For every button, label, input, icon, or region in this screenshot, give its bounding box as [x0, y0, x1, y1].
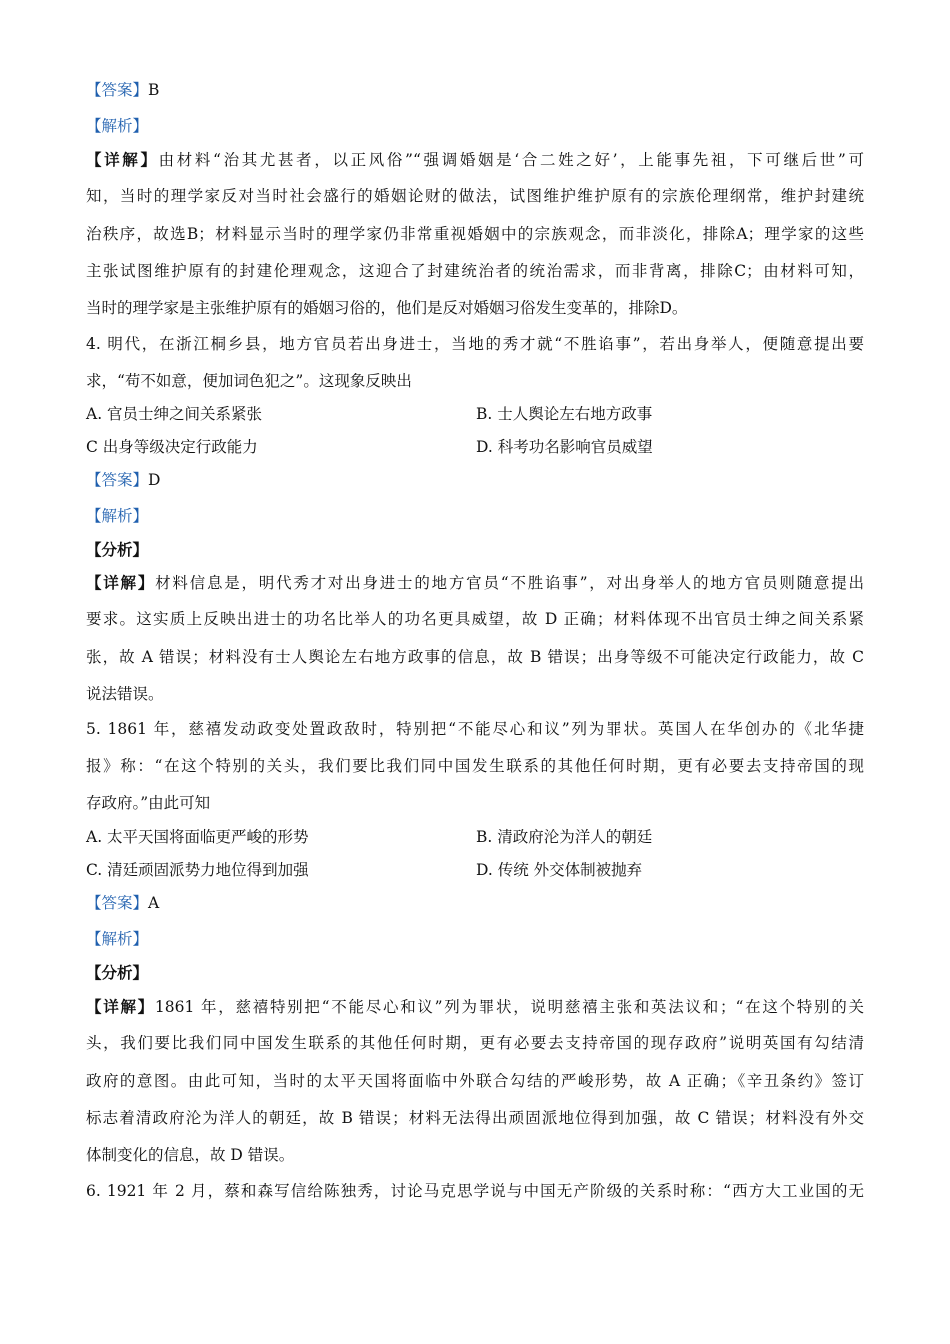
- q3-answer-line: [86, 79, 864, 101]
- detail-tag: 【详解】: [86, 997, 155, 1016]
- q4-analysis-line: [86, 505, 864, 527]
- q4-option-d: D. 科考功名影响官员威望: [476, 438, 653, 456]
- q3-detail-line-4: 主张试图维护原有的封建伦理观念，这迎合了封建统治者的统治需求，而非背离，排除C；由材料可知，: [86, 262, 864, 280]
- q3-detail-line-3: 治秩序，故选B；材料显示当时的理学家仍非常重视婚姻中的宗族观念，而非淡化，排除A；理学家的这些: [86, 225, 864, 243]
- detail-text: 由材料“治其尤甚者，以正风俗”“强调婚姻是‘合二姓之好’，上能事先祖，下可继后世”可: [158, 151, 864, 169]
- q5-option-c: C. 清廷顽固派势力地位得到加强: [86, 861, 309, 879]
- analysis-tag: 【解析】: [86, 117, 149, 135]
- detail-text: 1861 年，慈禧特别把“不能尽心和议”列为罪状，说明慈禧主张和英法议和；“在这个特别的关: [154, 998, 864, 1016]
- q5-detail-line-4: 标志着清政府沦为洋人的朝廷，故 B 错误；材料无法得出顽固派地位得到加强，故 C 错误；材料没有外交: [86, 1109, 864, 1127]
- detail-text: 材料信息是，明代秀才对出身进士的地方官员“不胜谄事”，对出身举人的地方官员则随意提出: [155, 574, 864, 592]
- detail-tag: 【详解】: [86, 150, 159, 169]
- q3-detail-line-2: 知，当时的理学家反对当时社会盛行的婚姻论财的做法，试图维护维护原有的宗族伦理纲常，维护封建统: [86, 187, 864, 205]
- answer-value: B: [148, 81, 160, 99]
- q3-analysis-line: [86, 115, 864, 137]
- q4-detail-line-1: [86, 572, 864, 594]
- q5-option-a: A. 太平天国将面临更严峻的形势: [86, 828, 309, 846]
- fenxi-tag: 【分析】: [86, 963, 149, 982]
- q4-stem-line-2: 求，“苟不如意，便加词色犯之”。这现象反映出: [86, 372, 412, 390]
- q4-fenxi-line: [86, 539, 864, 561]
- q4-detail-line-2: 要求。这实质上反映出进士的功名比举人的功名更具威望，故 D 正确；材料体现不出官员士绅之间关系紧: [86, 610, 864, 628]
- answer-tag: 【答案】: [86, 81, 149, 99]
- q4-detail-line-4: 说法错误。: [86, 685, 164, 703]
- q4-answer-line: [86, 469, 864, 491]
- q5-detail-line-5: 体制变化的信息，故 D 错误。: [86, 1146, 295, 1164]
- q5-analysis-line: [86, 928, 864, 950]
- q4-detail-line-3: 张，故 A 错误；材料没有士人舆论左右地方政事的信息，故 B 错误；出身等级不可能决定行政能力，故 C: [86, 648, 864, 666]
- q4-option-b: B. 士人舆论左右地方政事: [476, 405, 653, 423]
- detail-tag: 【详解】: [86, 573, 156, 592]
- q5-stem-line-1: 5. 1861 年，慈禧发动政变处置政敌时，特别把“不能尽心和议”列为罪状。英国人在华创办的《北华捷: [86, 720, 864, 738]
- q5-option-b: B. 清政府沦为洋人的朝廷: [476, 828, 653, 846]
- q4-option-c: C 出身等级决定行政能力: [86, 438, 258, 456]
- q4-stem-line-1: 4. 明代，在浙江桐乡县，地方官员若出身进士，当地的秀才就“不胜谄事”，若出身举人，便随意提出要: [86, 335, 864, 353]
- answer-value: A: [148, 894, 160, 912]
- q6-stem-line-1: 6. 1921 年 2 月，蔡和森写信给陈独秀，讨论马克思学说与中国无产阶级的关系时称：“西方大工业国的无: [86, 1182, 864, 1200]
- answer-tag: 【答案】: [86, 894, 149, 912]
- q5-stem-line-2: 报》称：“在这个特别的关头，我们要比我们同中国发生联系的其他任何时期，更有必要去支持帝国的现: [86, 757, 864, 775]
- fenxi-tag: 【分析】: [86, 540, 149, 559]
- q4-option-a: A. 官员士绅之间关系紧张: [86, 405, 263, 423]
- answer-tag: 【答案】: [86, 471, 149, 489]
- analysis-tag: 【解析】: [86, 930, 149, 948]
- q5-detail-line-2: 头，我们要比我们同中国发生联系的其他任何时期，更有必要去支持帝国的现存政府”说明英国有勾结清: [86, 1034, 864, 1052]
- q5-option-d: D. 传统 外交体制被抛弃: [476, 861, 643, 879]
- q5-detail-line-3: 政府的意图。由此可知，当时的太平天国将面临中外联合勾结的严峻形势，故 A 正确；《辛丑条约》签订: [86, 1072, 864, 1090]
- q3-detail-line-5: 当时的理学家是主张维护原有的婚姻习俗的，他们是反对婚姻习俗发生变革的，排除D。: [86, 299, 688, 317]
- q5-stem-line-3: 存政府。”由此可知: [86, 794, 211, 812]
- q5-answer-line: [86, 892, 864, 914]
- answer-value: D: [148, 471, 161, 489]
- q3-detail-line-1: [86, 149, 864, 171]
- analysis-tag: 【解析】: [86, 507, 149, 525]
- q5-detail-line-1: [86, 996, 864, 1018]
- q5-fenxi-line: [86, 962, 864, 984]
